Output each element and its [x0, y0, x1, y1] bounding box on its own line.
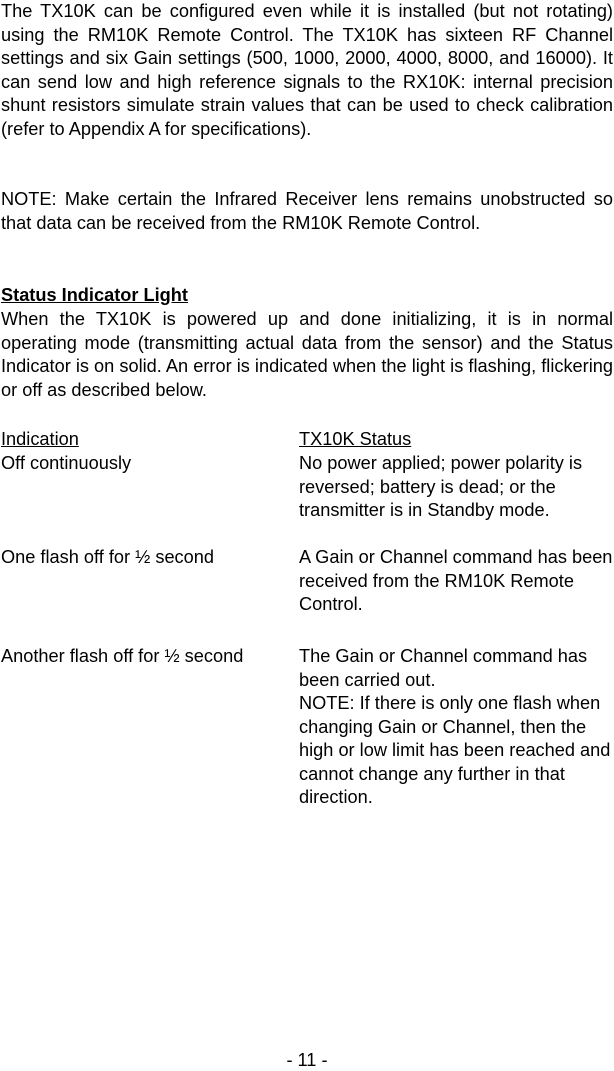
row-status-block	[299, 645, 614, 810]
row-indication: Another flash off for ½ second	[1, 646, 244, 666]
section-heading: Status Indicator Light	[1, 285, 188, 305]
note-paragraph: NOTE: Make certain the Infrared Receiver lens remains unobstructed so that data can be received from the RM10K Remote Control.	[1, 189, 613, 233]
row-status: No power applied; power polarity is reversed; battery is dead; or the transmitter is in Standby mode.	[299, 453, 583, 520]
intro-paragraph: The TX10K can be configured even while it is installed (but not rotating) using the RM10K Remote Control. The TX10K has sixteen RF Channel settings and six Gain settings (500, 1000, 2000, 4000, 8000, and 16000). It can send low and high reference signals to the RX10K: internal precision shunt resistors simulate strain values that can be used to check calibration (refer to Appendix A for specifications).	[1, 1, 613, 139]
page-number: - 11 -	[286, 1050, 328, 1070]
row-indication: One flash off for ½ second	[1, 547, 214, 567]
row-indication: Off continuously	[1, 453, 132, 473]
status-paragraph: When the TX10K is powered up and done initializing, it is in normal operating mode (transmitting actual data from the sensor) and the Status Indicator is on solid. An error is indicated when the light is flashing, flickering or off as described below.	[1, 309, 613, 400]
row-status-note: NOTE: If there is only one flash when changing Gain or Channel, then the high or low limit has been reached and cannot change any further in that direction.	[299, 693, 611, 807]
row-status: A Gain or Channel command has been received from the RM10K Remote Control.	[299, 547, 613, 614]
header-indication: Indication	[1, 429, 79, 449]
row-status: The Gain or Channel command has been carried out.	[299, 646, 588, 690]
header-status: TX10K Status	[299, 429, 412, 449]
